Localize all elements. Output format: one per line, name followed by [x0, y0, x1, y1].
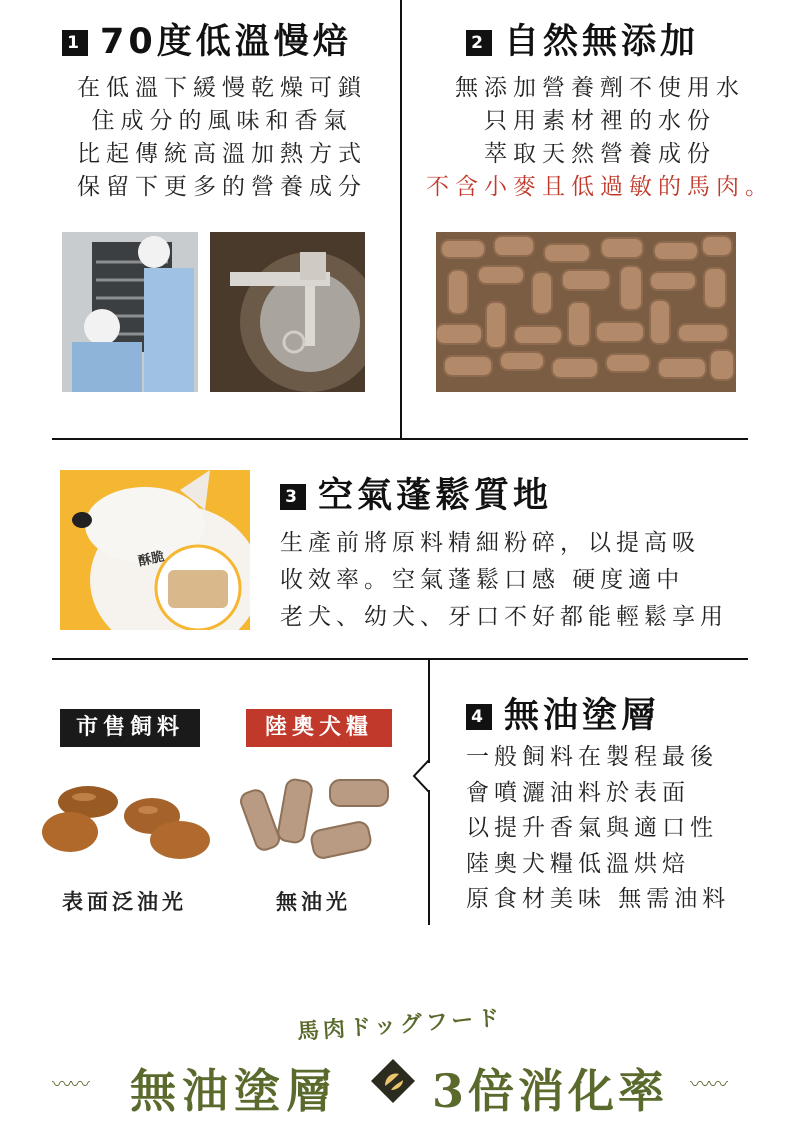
- section2-line: 萃取天然營養成份: [484, 141, 716, 167]
- section4-line: 一般飼料在製程最後: [466, 744, 718, 770]
- commercial-kibble-image: [40, 780, 210, 865]
- section2-line: 只用素材裡的水份: [484, 108, 716, 134]
- brand-emblem-icon: [370, 1058, 416, 1104]
- section3-line: 生產前將原料精細粉碎，以提高吸: [280, 530, 700, 556]
- arrow-notch: [412, 760, 430, 792]
- brand-kibble-image: [238, 770, 398, 870]
- section1-line: 保留下更多的營養成分: [77, 174, 367, 200]
- section4-line: 以提升香氣與適口性: [466, 815, 718, 841]
- kibble-photo: [436, 232, 736, 392]
- section4-line: 陸奧犬糧低溫烘焙: [466, 850, 690, 877]
- section1-heading: [62, 14, 352, 64]
- wave-right-icon: 〰〰: [690, 1072, 726, 1096]
- section4-heading: [466, 688, 660, 738]
- section3-line: 收效率。空氣蓬鬆口感 硬度適中: [280, 567, 685, 593]
- section4-line: 會噴灑油料於表面: [466, 779, 690, 806]
- section1-line: 住成分的風味和香氣: [91, 108, 353, 134]
- footer-subtitle: 馬肉ドッグフード: [296, 1004, 504, 1046]
- section4-title: 無油塗層: [504, 696, 661, 736]
- commercial-feed-label: 市售飼料: [60, 709, 200, 747]
- divider-2: [52, 658, 748, 660]
- section1-number: 1: [62, 30, 88, 56]
- section3-number: 3: [280, 484, 306, 510]
- brand-caption: 無油光: [276, 890, 351, 914]
- section1-line: 比起傳統高溫加熱方式: [77, 141, 367, 167]
- commercial-caption: 表面泛油光: [62, 890, 187, 914]
- divider-1: [52, 438, 748, 440]
- section3-heading: [280, 468, 552, 518]
- factory-photo-workers: [62, 232, 198, 392]
- footer-left-text: 無油塗層: [130, 1064, 338, 1118]
- section1-text: [62, 72, 382, 204]
- section2-title: 自然無添加: [504, 22, 700, 62]
- section2-line: 無添加營養劑不使用水: [455, 75, 745, 101]
- bottom-vertical-divider-upper: [428, 658, 430, 763]
- section3-text: [280, 525, 750, 636]
- section4-line: 原食材美味 無需油料: [466, 886, 731, 912]
- factory-photo-machine: [210, 232, 365, 392]
- section3-line: 老犬、幼犬、牙口不好都能輕鬆享用: [280, 604, 728, 630]
- section3-title: 空氣蓬鬆質地: [318, 476, 553, 516]
- bottom-vertical-divider-lower: [428, 790, 430, 925]
- section2-number: 2: [466, 30, 492, 56]
- section4-number: 4: [466, 704, 492, 730]
- section1-title: 70度低溫慢焙: [100, 22, 352, 62]
- brand-feed-label: 陸奧犬糧: [246, 709, 392, 747]
- top-vertical-divider: [400, 0, 402, 438]
- section2-heading: [466, 14, 699, 64]
- section4-text: [466, 740, 766, 918]
- wave-left-icon: 〰〰: [52, 1072, 88, 1096]
- crispy-badge: 酥脆: [137, 549, 166, 570]
- dog-photo: [60, 470, 250, 630]
- section1-line: 在低溫下緩慢乾燥可鎖: [77, 75, 367, 101]
- section2-text: [420, 72, 780, 204]
- footer-right-text: 3倍消化率: [432, 1064, 669, 1118]
- section2-highlight: 不含小麥且低過敏的馬肉。: [426, 174, 774, 200]
